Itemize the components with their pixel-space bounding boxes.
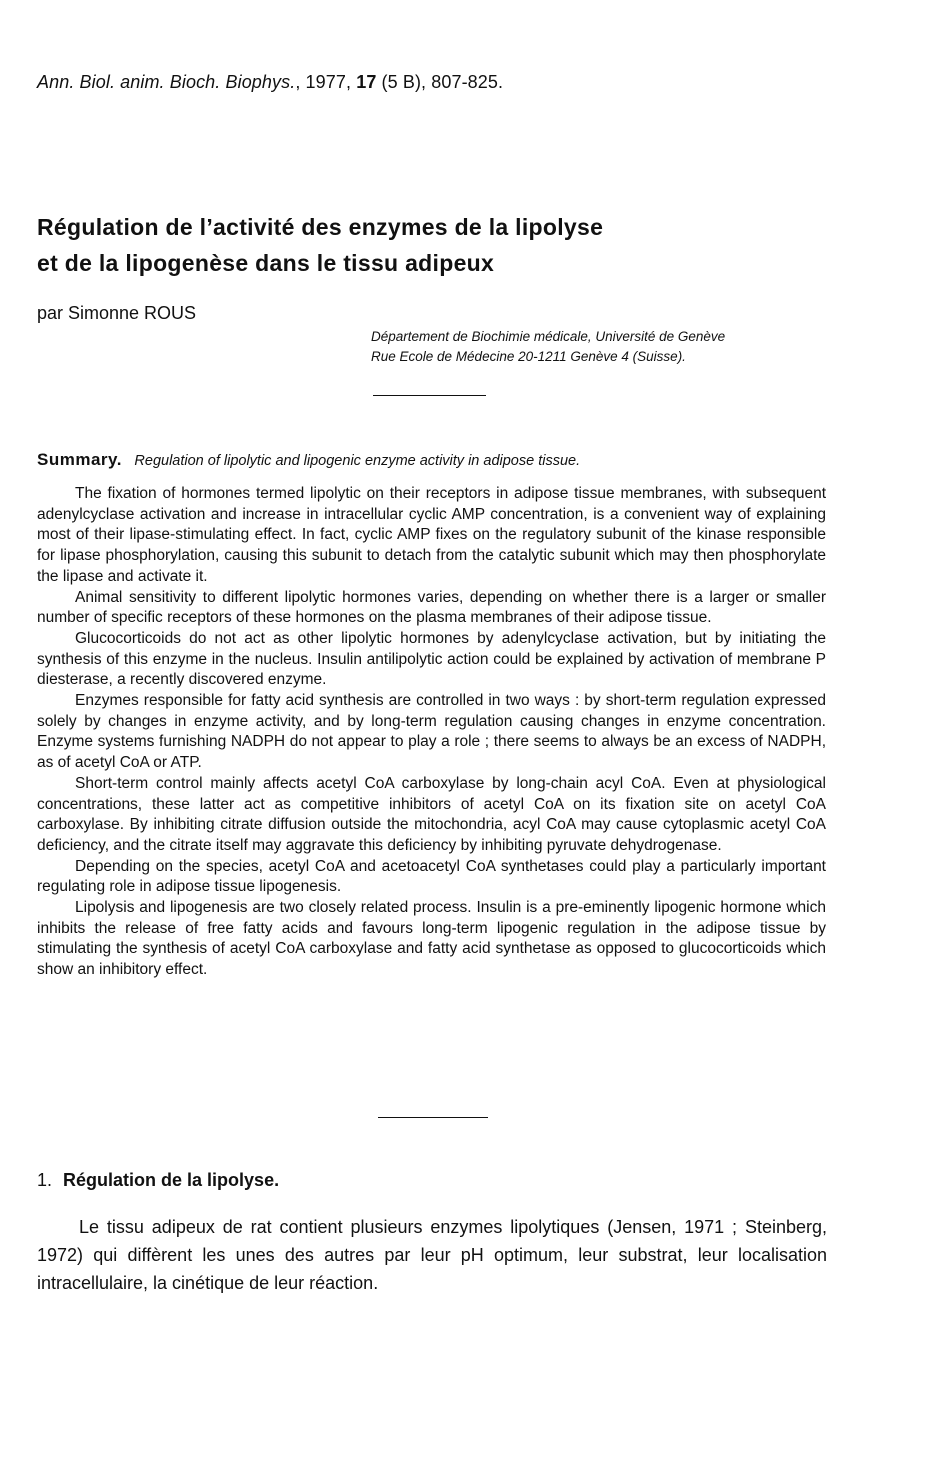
summary-subtitle: Regulation of lipolytic and lipogenic enzyme activity in adipose tissue. (134, 453, 581, 469)
section-number: 1. (37, 1170, 53, 1190)
journal-name: Ann. Biol. anim. Bioch. Biophys. (37, 72, 296, 92)
summary-paragraph: Glucocorticoids do not act as other lipolytic hormones by adenylcyclase activation, but by initiating the synthesis of this enzyme in the nucleus. Insulin antilipolytic action could be explained by activation of membrane P diesterase, a recently discovered enzyme. (37, 629, 826, 689)
author-line: par Simonne ROUS (37, 303, 197, 323)
journal-year: , 1977, (295, 72, 352, 92)
summary-paragraph: The fixation of hormones termed lipolytic on their receptors in adipose tissue membranes, with subsequent adenylcyclase activation and increase in intracellular cyclic AMP concentration, is a convenient way of explaining most of their lipase-stimulating effect. In fact, cyclic AMP fixes on the regulatory subunit of the kinase responsible for lipase phosphorylation, causing this subunit to detach from the catalytic subunit which may then phosphorylate the lipase and activate it. (37, 485, 826, 585)
separator-rule-top (373, 395, 486, 396)
journal-volume: 17 (356, 72, 377, 92)
summary-paragraph: Depending on the species, acetyl CoA and acetoacetyl CoA synthetases could play a particularly important regulating role in adipose tissue lipogenesis. (37, 857, 826, 896)
summary-paragraph: Animal sensitivity to different lipolytic hormones varies, depending on whether there is a larger or smaller number of specific receptors of these hormones on the plasma membranes of their adipose tissue. (37, 588, 826, 627)
journal-issue-pages: (5 B), 807-825. (381, 72, 504, 92)
article-title-line-1: Régulation de l’activité des enzymes de la lipolyse (37, 214, 604, 240)
summary-paragraph: Short-term control mainly affects acetyl CoA carboxylase by long-chain acyl CoA. Even at physiological concentrations, these latter act as competitive inhibitors of acetyl CoA on its fixation site on acetyl CoA carboxylase. By inhibiting citrate diffusion outside the mitochondria, acyl CoA may cause cytoplasmic acetyl CoA deficiency, and the citrate itself may aggravate this deficiency by inhibiting pyruvate dehydrogenase. (37, 774, 826, 854)
article-title (37, 209, 837, 281)
article-title-line-2: et de la lipogenèse dans le tissu adipeux (37, 250, 495, 276)
affiliation-line-1: Département de Biochimie médicale, Université de Genève (371, 329, 726, 344)
separator-rule-bottom (378, 1117, 488, 1118)
affiliation-line-2: Rue Ecole de Médecine 20-1211 Genève 4 (Suisse). (371, 349, 686, 364)
summary-body (37, 484, 826, 981)
journal-citation (37, 72, 503, 93)
summary-label: Summary. (37, 450, 122, 469)
section-title: Régulation de la lipolyse. (63, 1170, 280, 1190)
section-paragraph: Le tissu adipeux de rat contient plusieurs enzymes lipolytiques (Jensen, 1971 ; Steinberg, 1972) qui diffèrent les unes des autres par leur pH optimum, leur substrat, leur localisation intracellulaire, la cinétique de leur réaction. (37, 1217, 827, 1293)
section-heading (37, 1170, 279, 1191)
summary-paragraph: Lipolysis and lipogenesis are two closely related process. Insulin is a pre-eminently lipogenic hormone which inhibits the release of free fatty acids and favours long-term lipogenic regulation in the adipose tissue by stimulating the synthesis of acetyl CoA carboxylase and fatty acid synthetase as opposed to glucocorticoids which show an inhibitory effect. (37, 899, 826, 979)
section-body (37, 1213, 827, 1297)
summary-paragraph: Enzymes responsible for fatty acid synthesis are controlled in two ways : by short-term regulation expressed solely by changes in enzyme activity, and by long-term regulation causing changes in enzyme concentration. Enzyme systems furnishing NADPH do not appear to play a role ; there seems to always be an excess of NADPH, as of acetyl CoA or ATP. (37, 692, 826, 772)
summary-heading (37, 450, 580, 470)
affiliation (371, 327, 891, 367)
